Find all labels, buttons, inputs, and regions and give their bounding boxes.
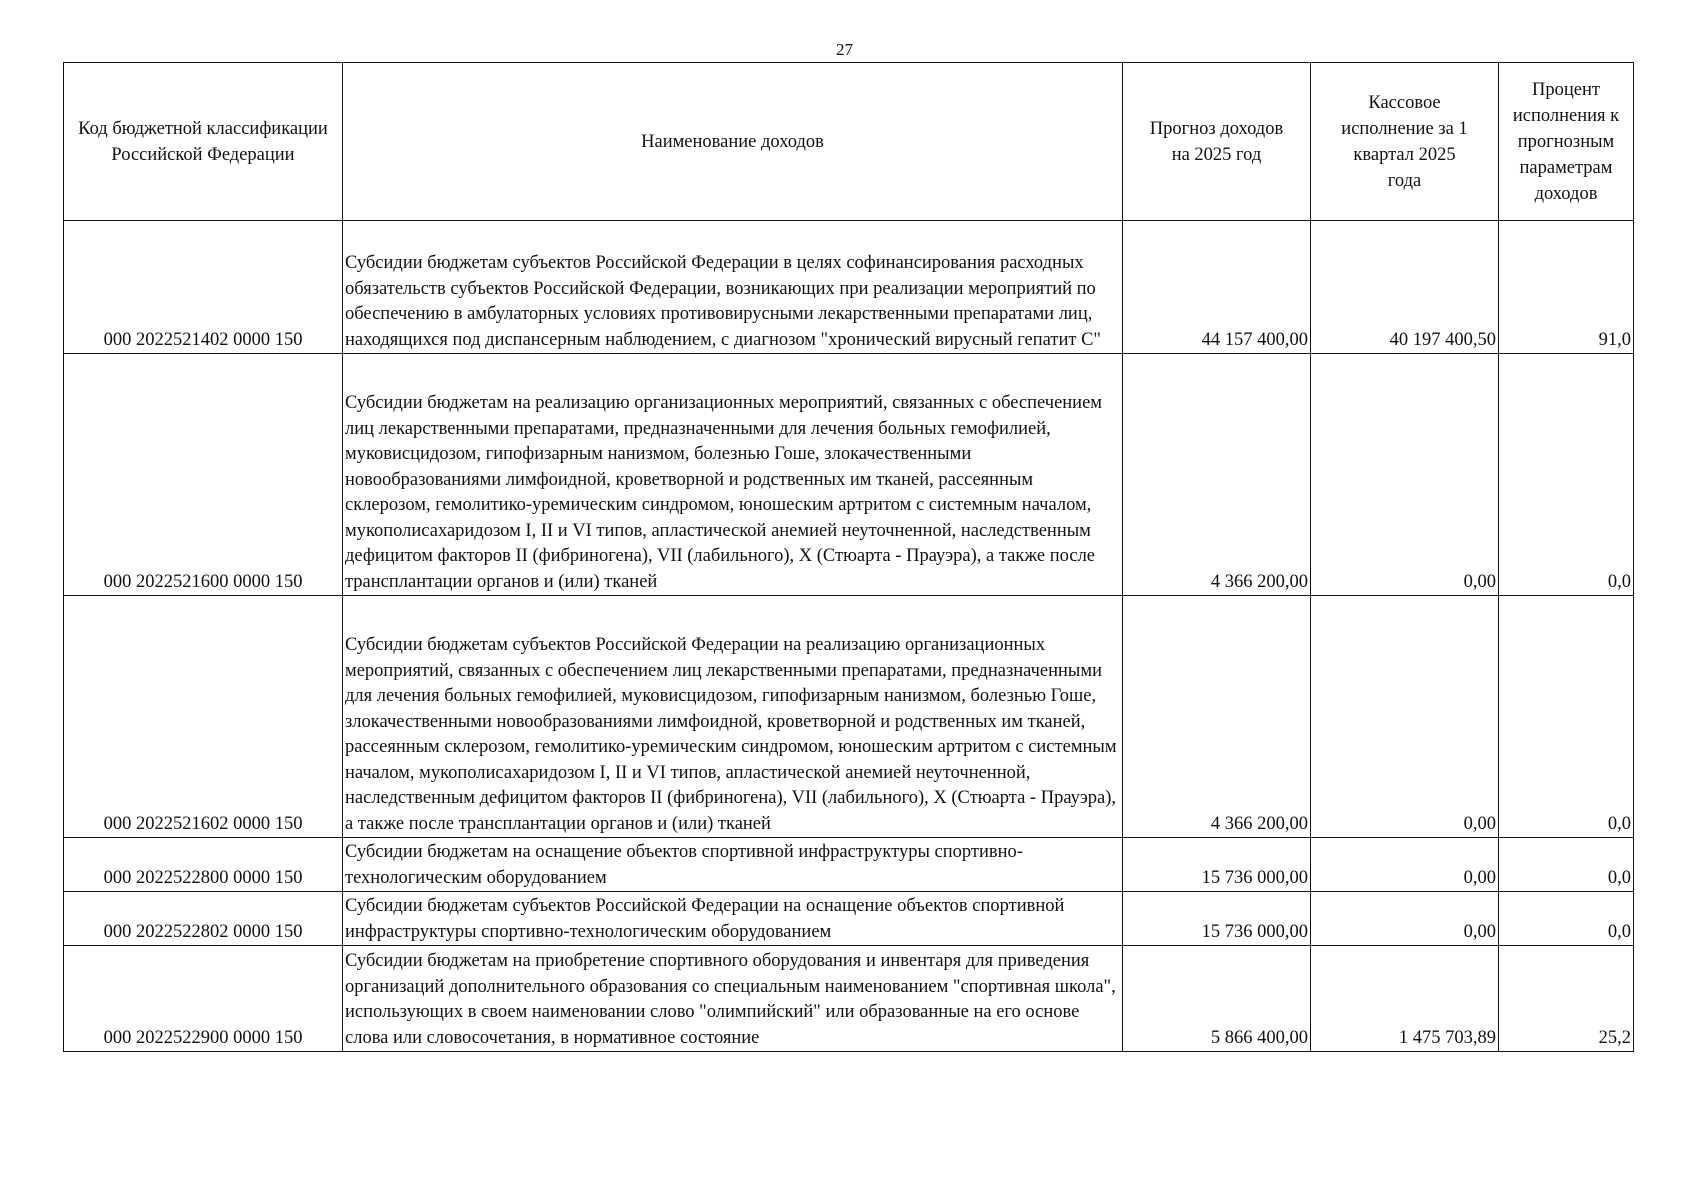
cell-code: 000 2022522900 0000 150 xyxy=(64,946,343,1052)
cell-forecast: 5 866 400,00 xyxy=(1123,946,1311,1052)
cell-forecast: 44 157 400,00 xyxy=(1123,221,1311,354)
cell-name: Субсидии бюджетам субъектов Российской Федерации в целях софинансирования расходных обязательств субъектов Российской Федерации, возникающих при реализации мероприятий по обеспечению в амбулаторных условиях противовирусными лекарственными препаратами лиц, находящихся под диспансерным наблюдением, с диагнозом "хронический вирусный гепатит С" xyxy=(343,221,1123,354)
cell-actual: 0,00 xyxy=(1311,892,1499,946)
revenue-table xyxy=(63,62,1634,1052)
cell-actual: 0,00 xyxy=(1311,354,1499,596)
cell-name: Субсидии бюджетам на приобретение спортивного оборудования и инвентаря для приведения организаций дополнительного образования со специальным наименованием "спортивная школа", использующих в своем наименовании слово "олимпийский" или образованные на его основе слова или словосочетания, в нормативное состояние xyxy=(343,946,1123,1052)
cell-actual: 1 475 703,89 xyxy=(1311,946,1499,1052)
cell-code: 000 2022521602 0000 150 xyxy=(64,596,343,838)
cell-forecast: 4 366 200,00 xyxy=(1123,596,1311,838)
cell-code: 000 2022521600 0000 150 xyxy=(64,354,343,596)
table-row xyxy=(64,892,1634,946)
table-row xyxy=(64,221,1634,354)
cell-name: Субсидии бюджетам субъектов Российской Федерации на реализацию организационных мероприятий, связанных с обеспечением лиц лекарственными препаратами, предназначенными для лечения больных гемофилией, муковисцидозом, гипофизарным нанизмом, болезнью Гоше, злокачественными новообразованиями лимфоидной, кроветворной и родственных им тканей, рассеянным склерозом, гемолитико-уремическим синдромом, юношеским артритом с системным началом, мукополисахаридозом I, II и VI типов, апластической анемией неуточненной, наследственным дефицитом факторов II (фибриногена), VII (лабильного), X (Стюарта - Прауэра), а также после трансплантации органов и (или) тканей xyxy=(343,596,1123,838)
cell-actual: 0,00 xyxy=(1311,596,1499,838)
cell-percent: 91,0 xyxy=(1499,221,1634,354)
cell-forecast: 4 366 200,00 xyxy=(1123,354,1311,596)
table-row xyxy=(64,596,1634,838)
table-row xyxy=(64,946,1634,1052)
header-actual: Кассовое исполнение за 1 квартал 2025 года xyxy=(1311,63,1499,221)
cell-percent: 25,2 xyxy=(1499,946,1634,1052)
cell-forecast: 15 736 000,00 xyxy=(1123,892,1311,946)
cell-actual: 40 197 400,50 xyxy=(1311,221,1499,354)
cell-name: Субсидии бюджетам на реализацию организационных мероприятий, связанных с обеспечением лиц лекарственными препаратами, предназначенными для лечения больных гемофилией, муковисцидозом, гипофизарным нанизмом, болезнью Гоше, злокачественными новообразованиями лимфоидной, кроветворной и родственных им тканей, рассеянным склерозом, гемолитико-уремическим синдромом, юношеским артритом с системным началом, мукополисахаридозом I, II и VI типов, апластической анемией неуточненной, наследственным дефицитом факторов II (фибриногена), VII (лабильного), X (Стюарта - Прауэра), а также после трансплантации органов и (или) тканей xyxy=(343,354,1123,596)
table-body xyxy=(64,221,1634,1052)
table-header xyxy=(64,63,1634,221)
table-row xyxy=(64,838,1634,892)
cell-code: 000 2022522802 0000 150 xyxy=(64,892,343,946)
cell-code: 000 2022522800 0000 150 xyxy=(64,838,343,892)
header-name: Наименование доходов xyxy=(343,63,1123,221)
page-number: 27 xyxy=(836,40,853,59)
header-percent: Процент исполнения к прогнозным параметрам доходов xyxy=(1499,63,1634,221)
cell-code: 000 2022521402 0000 150 xyxy=(64,221,343,354)
cell-percent: 0,0 xyxy=(1499,838,1634,892)
table-row xyxy=(64,354,1634,596)
cell-percent: 0,0 xyxy=(1499,596,1634,838)
cell-name: Субсидии бюджетам на оснащение объектов спортивной инфраструктуры спортивно-технологическим оборудованием xyxy=(343,838,1123,892)
cell-percent: 0,0 xyxy=(1499,892,1634,946)
cell-actual: 0,00 xyxy=(1311,838,1499,892)
cell-percent: 0,0 xyxy=(1499,354,1634,596)
cell-forecast: 15 736 000,00 xyxy=(1123,838,1311,892)
header-code: Код бюджетной классификации Российской Федерации xyxy=(64,63,343,221)
cell-name: Субсидии бюджетам субъектов Российской Федерации на оснащение объектов спортивной инфраструктуры спортивно-технологическим оборудованием xyxy=(343,892,1123,946)
header-row xyxy=(64,63,1634,221)
header-forecast: Прогноз доходов на 2025 год xyxy=(1123,63,1311,221)
